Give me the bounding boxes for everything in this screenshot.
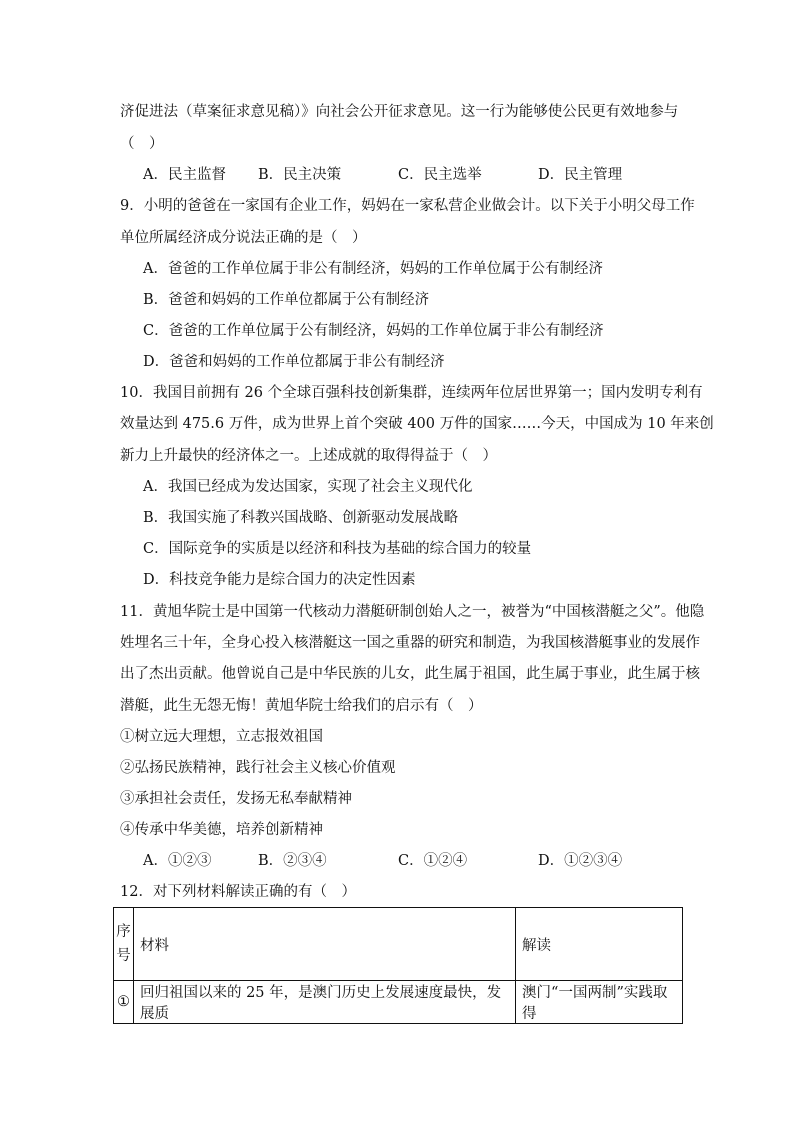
q11-item-3: ③承担社会责任，发扬无私奉献精神 (120, 791, 352, 807)
q12-stem: 12．对下列材料解读正确的有（ ） (120, 884, 356, 900)
q9-option-c: C．爸爸的工作单位属于公有制经济，妈妈的工作单位属于非公有制经济 (143, 323, 604, 339)
q9-stem-line-2: 单位所属经济成分说法正确的是（ ） (120, 230, 367, 246)
q10-stem-line-3: 新力上升最快的经济体之一。上述成就的取得得益于（ ） (120, 448, 497, 464)
q11-stem-line-4: 潜艇，此生无怨无悔！黄旭华院士给我们的启示有（ ） (120, 698, 483, 714)
table-row (114, 981, 683, 1024)
q8-option-a: A．民主监督 (143, 167, 226, 183)
q10-option-d: D．科技竞争能力是综合国力的决定性因素 (143, 572, 416, 588)
q11-option-a: A．①②③ (143, 853, 212, 869)
q10-option-b: B．我国实施了科教兴国战略、创新驱动发展战略 (143, 510, 459, 526)
q8-stem-continuation: 济促进法（草案征求意见稿）》向社会公开征求意见。这一行为能够使公民更有效地参与 (120, 104, 679, 120)
q11-item-4: ④传承中华美德，培养创新精神 (120, 822, 323, 838)
q9-option-a: A．爸爸的工作单位属于非公有制经济，妈妈的工作单位属于公有制经济 (143, 261, 603, 277)
q8-option-c: C．民主选举 (398, 167, 482, 183)
q10-option-c: C．国际竞争的实质是以经济和科技为基础的综合国力的较量 (143, 541, 532, 557)
q11-stem-line-3: 出了杰出贡献。他曾说自己是中华民族的儿女，此生属于祖国，此生属于事业，此生属于核 (120, 666, 700, 682)
header-interpretation: 解读 (516, 908, 683, 981)
q11-option-d: D．①②③④ (538, 853, 623, 869)
table-header-row (114, 908, 683, 981)
q12-material-table (113, 907, 683, 1024)
q10-stem-line-1: 10．我国目前拥有 26 个全球百强科技创新集群，连续两年位居世界第一；国内发明专利有 (120, 385, 703, 401)
row-interpretation: 澳门“一国两制”实践取得 (516, 981, 683, 1024)
q9-option-d: D．爸爸和妈妈的工作单位都属于非公有制经济 (143, 354, 445, 370)
row-material: 回归祖国以来的 25 年，是澳门历史上发展速度最快，发展质 (133, 981, 515, 1024)
row-seq: ① (114, 981, 134, 1024)
q11-item-2: ②弘扬民族精神，践行社会主义核心价值观 (120, 760, 396, 776)
q9-option-b: B．爸爸和妈妈的工作单位都属于公有制经济 (143, 292, 430, 308)
q10-stem-line-2: 效量达到 475.6 万件，成为世界上首个突破 400 万件的国家……今天，中国成为 10 年来创 (120, 416, 714, 432)
q11-item-1: ①树立远大理想，立志报效祖国 (120, 729, 323, 745)
header-material: 材料 (133, 908, 515, 981)
q11-stem-line-1: 11．黄旭华院士是中国第一代核动力潜艇研制创始人之一，被誉为“中国核潜艇之父”。他隐 (120, 604, 705, 620)
q10-option-a: A．我国已经成为发达国家，实现了社会主义现代化 (143, 479, 473, 495)
q11-option-c: C．①②④ (398, 853, 468, 869)
q8-option-d: D．民主管理 (538, 167, 623, 183)
q11-stem-line-2: 姓埋名三十年，全身心投入核潜艇这一国之重器的研究和制造，为我国核潜艇事业的发展作 (120, 635, 700, 651)
header-seq: 序号 (114, 908, 134, 981)
q8-option-b: B．民主决策 (258, 167, 342, 183)
q8-answer-blank: （ ） (120, 136, 164, 152)
q9-stem-line-1: 9．小明的爸爸在一家国有企业工作，妈妈在一家私营企业做会计。以下关于小明父母工作 (120, 198, 695, 214)
q11-option-b: B．②③④ (258, 853, 327, 869)
